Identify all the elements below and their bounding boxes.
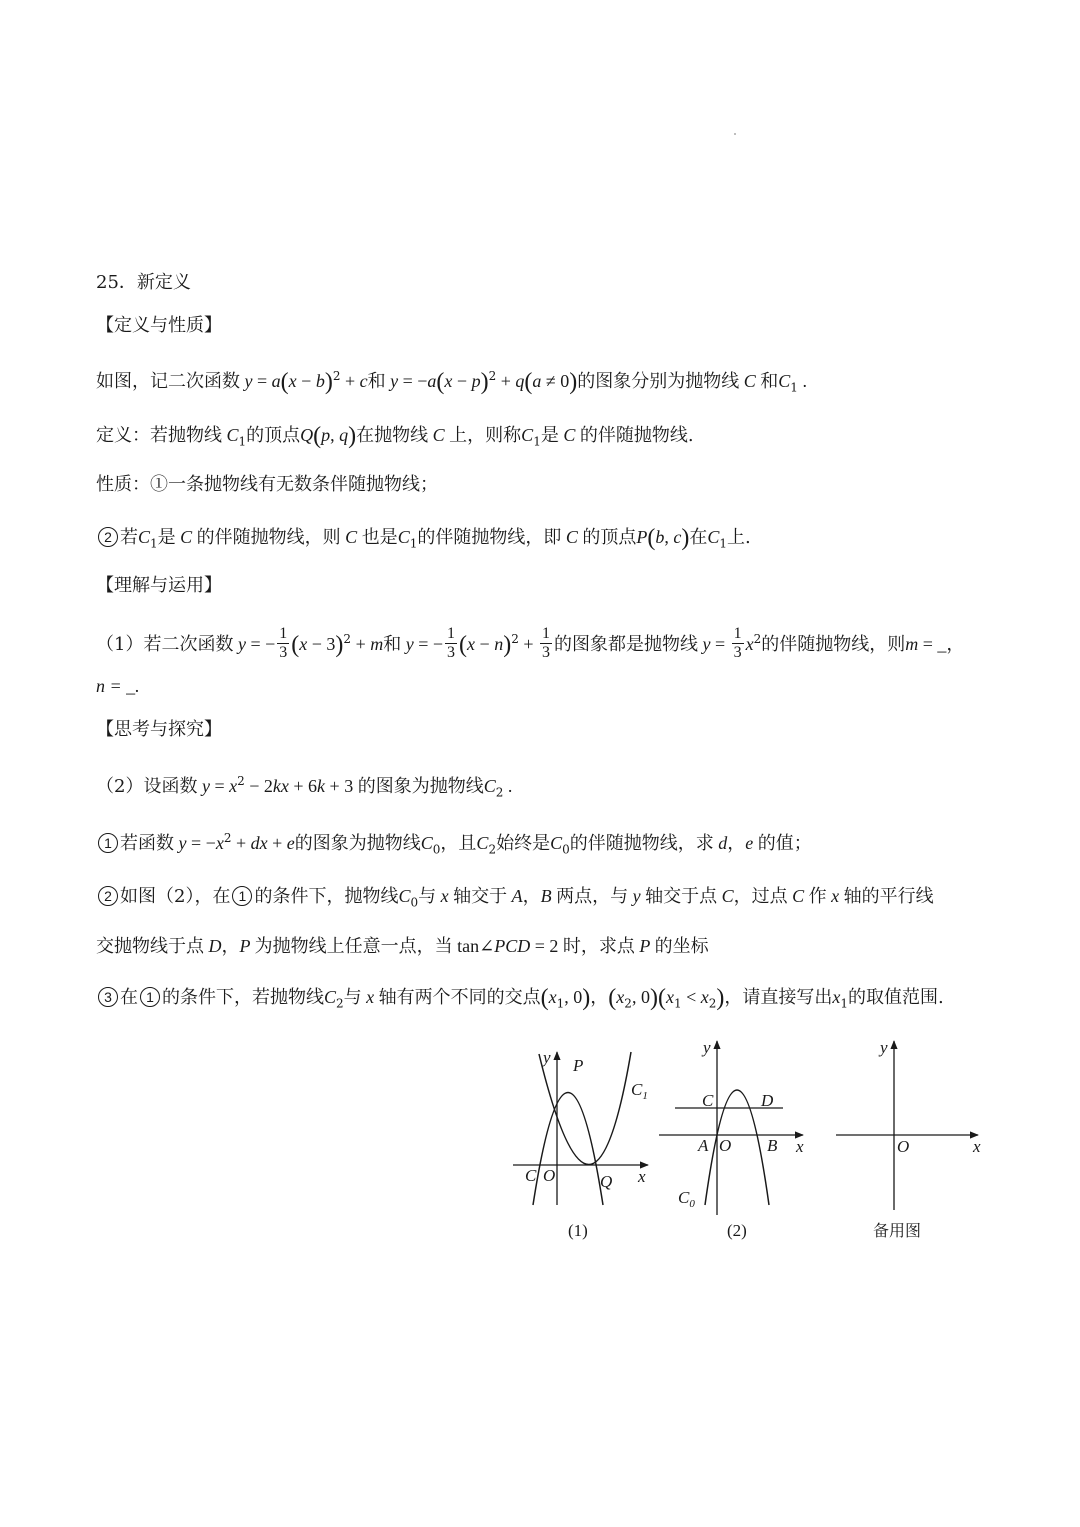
section-heading-definition: 【定义与性质】 xyxy=(96,315,222,336)
c1-label: $C_1$ xyxy=(631,1080,648,1102)
circled-number-1: 1 xyxy=(98,833,118,853)
origin-label: O xyxy=(719,1136,732,1155)
y-label: y xyxy=(543,1048,551,1067)
origin-label: O xyxy=(543,1166,556,1185)
figure-2-caption: (2) xyxy=(727,1221,747,1240)
question-2-part-2-cont: 交抛物线于点 D，P 为抛物线上任意一点，当 tan∠PCD = 2 时，求点 P 的坐标 xyxy=(96,936,709,957)
x-label: x xyxy=(796,1137,804,1156)
x-label: x xyxy=(973,1137,981,1156)
point-p-label: P xyxy=(573,1056,584,1075)
origin-label: O xyxy=(897,1137,910,1156)
point-c-label: C xyxy=(702,1091,714,1110)
circled-number-1: 1 xyxy=(140,987,160,1007)
intro-line: 如图，记二次函数 $y = a(x - b)^2 + c$和 $y = -a(x - p)^2 + q(a \ne 0)$的图象分别为抛物线 C 和$C_1$ . xyxy=(96,369,807,395)
question-1-answer-n: n = _. xyxy=(96,676,140,696)
parabola-c0 xyxy=(705,1090,769,1205)
point-d-label: D xyxy=(761,1091,774,1110)
point-c-label: C xyxy=(525,1166,537,1185)
question-2-part-3: 3 在 1 的条件下，若抛物线$C_2$与 x 轴有两个不同的交点($x_1$, 0)，($x_2$, $0)(x_1 < x_2)$，请直接写出$x_1$的取值范围. xyxy=(96,981,944,1019)
figure-1 xyxy=(505,1040,655,1210)
problem-title: 25．新定义 xyxy=(96,272,191,293)
circled-number-3: 3 xyxy=(98,987,118,1007)
figure-3-spare xyxy=(830,1035,990,1215)
property-1-line: 性质：①一条抛物线有无数条伴随抛物线； xyxy=(96,474,438,495)
y-label: y xyxy=(880,1038,888,1057)
figure-3-caption: 备用图 xyxy=(873,1221,922,1240)
y-label: y xyxy=(703,1038,711,1057)
scan-speck xyxy=(734,133,736,135)
point-b-label: B xyxy=(767,1136,778,1155)
question-2-part-1: 1 若函数 $y = -x^2$ + dx + e的图象为抛物线$C_0$，且$C_2$始终是$C_0$的伴随抛物线，求 d，e 的值； xyxy=(96,823,812,865)
question-2-line: （2）设函数 $y = x^2 - 2kx + 6k + 3$ 的图象为抛物线$C_2$ . xyxy=(96,774,513,800)
x-label: x xyxy=(638,1167,646,1186)
figure-1-caption: (1) xyxy=(568,1221,588,1240)
figure-2 xyxy=(655,1035,810,1220)
parabola-c1 xyxy=(539,1052,631,1165)
question-2-part-2: 2 如图（2），在 1 的条件下，抛物线$C_0$与 x 轴交于 A，B 两点，与 y 轴交于点 C，过点 C 作 x 轴的平行线 xyxy=(96,881,934,918)
circled-number-1: 1 xyxy=(232,886,252,906)
definition-line: 定义：若抛物线 $C_1$的顶点Q(p, q)在抛物线 C 上，则称$C_1$是 C 的伴随抛物线. xyxy=(96,423,694,449)
c0-label: $C_0$ xyxy=(678,1188,695,1210)
parabola-c xyxy=(533,1093,603,1206)
circled-number-2: 2 xyxy=(98,527,118,547)
question-1-line: （1）若二次函数 y = − $\frac{1}{3}$ $(x - 3)^2 + m$和 y = − $\frac{1}{3}$ $(x - n)^2$ + $\frac{1}{3}$ 的图象都是抛物线 y = $\frac{1}{3}$ $x^2$的伴随抛物线，则m = _， xyxy=(96,624,965,661)
section-heading-explore: 【思考与探究】 xyxy=(96,719,222,740)
property-2-line: 2 若$C_1$是 C 的伴随抛物线，则 C 也是$C_1$的伴随抛物线，即 C 的顶点P(b, c)在$C_1$上. xyxy=(96,521,751,559)
point-q-label: Q xyxy=(600,1172,613,1191)
section-heading-apply: 【理解与运用】 xyxy=(96,575,222,596)
point-a-label: A xyxy=(698,1136,709,1155)
circled-number-2: 2 xyxy=(98,886,118,906)
